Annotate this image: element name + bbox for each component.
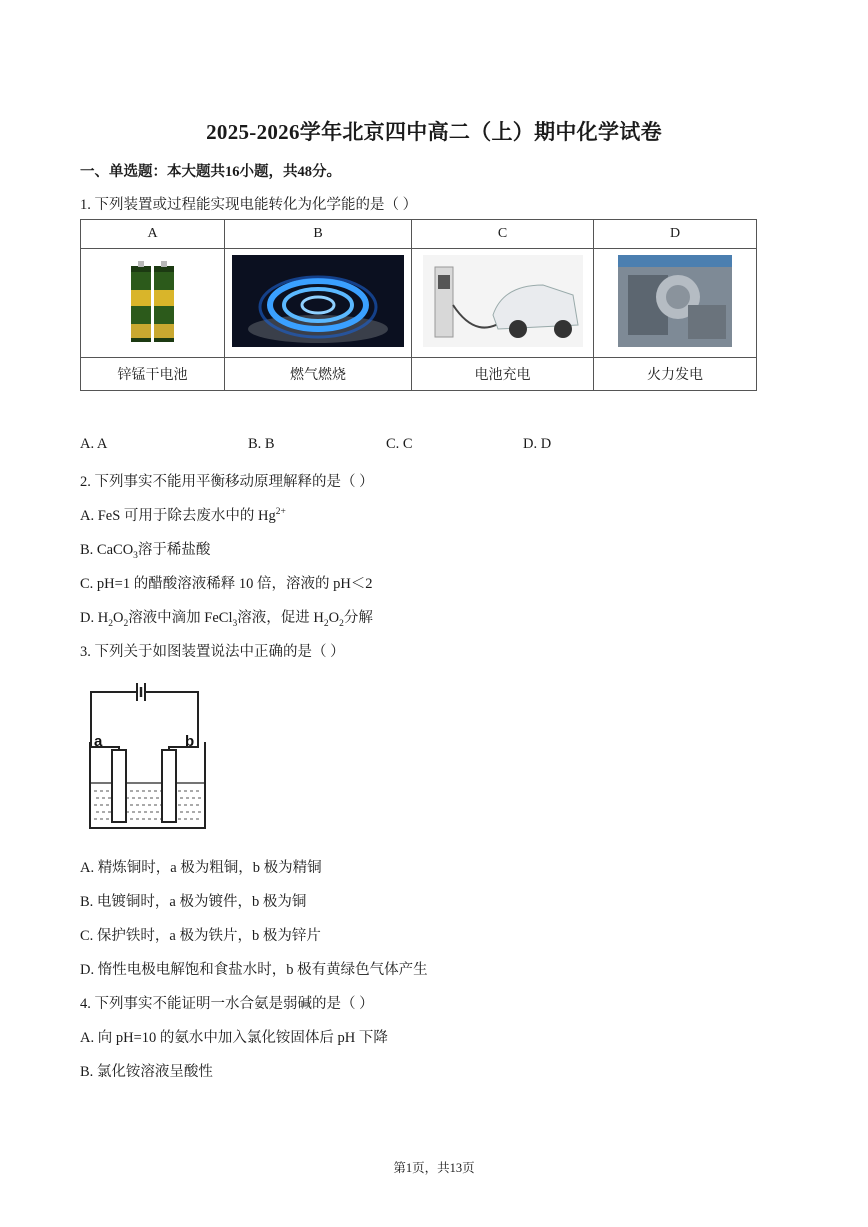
q3-choice-b: B. 电镀铜时，a 极为镀件，b 极为铜: [80, 894, 307, 910]
electrode-label-b: b: [185, 733, 195, 750]
q2-choice-d: D. $H_2O_2$溶液中滴加 FeCl$_3$溶液，促进 $H_2O_2$分解: [80, 610, 373, 629]
q4-choice-b: B. 氯化铵溶液呈酸性: [80, 1064, 213, 1080]
q1-choice-d: D. D: [523, 436, 552, 452]
power-plant-image-cell: [594, 249, 757, 358]
page-title: 2025-2026学年北京四中高二（上）期中化学试卷: [206, 120, 662, 144]
q3-choice-d: D. 惰性电极电解饱和食盐水时，b 极有黄绿色气体产生: [80, 962, 428, 978]
ev-charging-image: [423, 255, 583, 347]
caption-b: 燃气燃烧: [225, 358, 412, 391]
section-heading: 一、单选题：本大题共16小题，共48分。: [80, 164, 341, 180]
caption-a: 锌锰干电池: [81, 358, 225, 391]
q3-choice-c: C. 保护铁时，a 极为铁片，b 极为锌片: [80, 928, 321, 944]
caption-c: 电池充电: [412, 358, 594, 391]
q2-choice-b: B. CaCO$_3$溶于稀盐酸: [80, 542, 211, 561]
q2-choice-a: A. FeS 可用于除去废水中的 $Hg^{2+}$: [80, 507, 286, 524]
battery-image: [127, 258, 179, 344]
electrolysis-diagram: [84, 680, 210, 832]
q1-stem: 1. 下列装置或过程能实现电能转化为化学能的是（ ）: [80, 197, 418, 213]
q1-options-table: [80, 219, 757, 391]
electrode-label-a: a: [94, 733, 103, 750]
q1-choice-a: A. A: [80, 436, 108, 452]
power-plant-image: [618, 255, 732, 347]
table-header-a: A: [81, 220, 225, 249]
q1-choice-b: B. B: [248, 436, 275, 452]
q2-choice-c: C. pH=1 的醋酸溶液稀释 10 倍，溶液的 pH＜2: [80, 576, 373, 592]
q3-stem: 3. 下列关于如图装置说法中正确的是（ ）: [80, 644, 345, 660]
q4-stem: 4. 下列事实不能证明一水合氨是弱碱的是（ ）: [80, 996, 374, 1012]
table-header-c: C: [412, 220, 594, 249]
table-header-b: B: [225, 220, 412, 249]
q3-choice-a: A. 精炼铜时，a 极为粗铜，b 极为精铜: [80, 860, 322, 876]
gas-flame-image: [232, 255, 404, 347]
table-header-d: D: [594, 220, 757, 249]
gas-flame-image-cell: [225, 249, 412, 358]
q1-choice-c: C. C: [386, 436, 413, 452]
battery-image-cell: [81, 249, 225, 358]
page-footer: 第1页，共13页: [393, 1161, 475, 1175]
q2-stem: 2. 下列事实不能用平衡移动原理解释的是（ ）: [80, 474, 374, 490]
q4-choice-a: A. 向 pH=10 的氨水中加入氯化铵固体后 pH 下降: [80, 1030, 388, 1046]
caption-d: 火力发电: [594, 358, 757, 391]
ev-charging-image-cell: [412, 249, 594, 358]
